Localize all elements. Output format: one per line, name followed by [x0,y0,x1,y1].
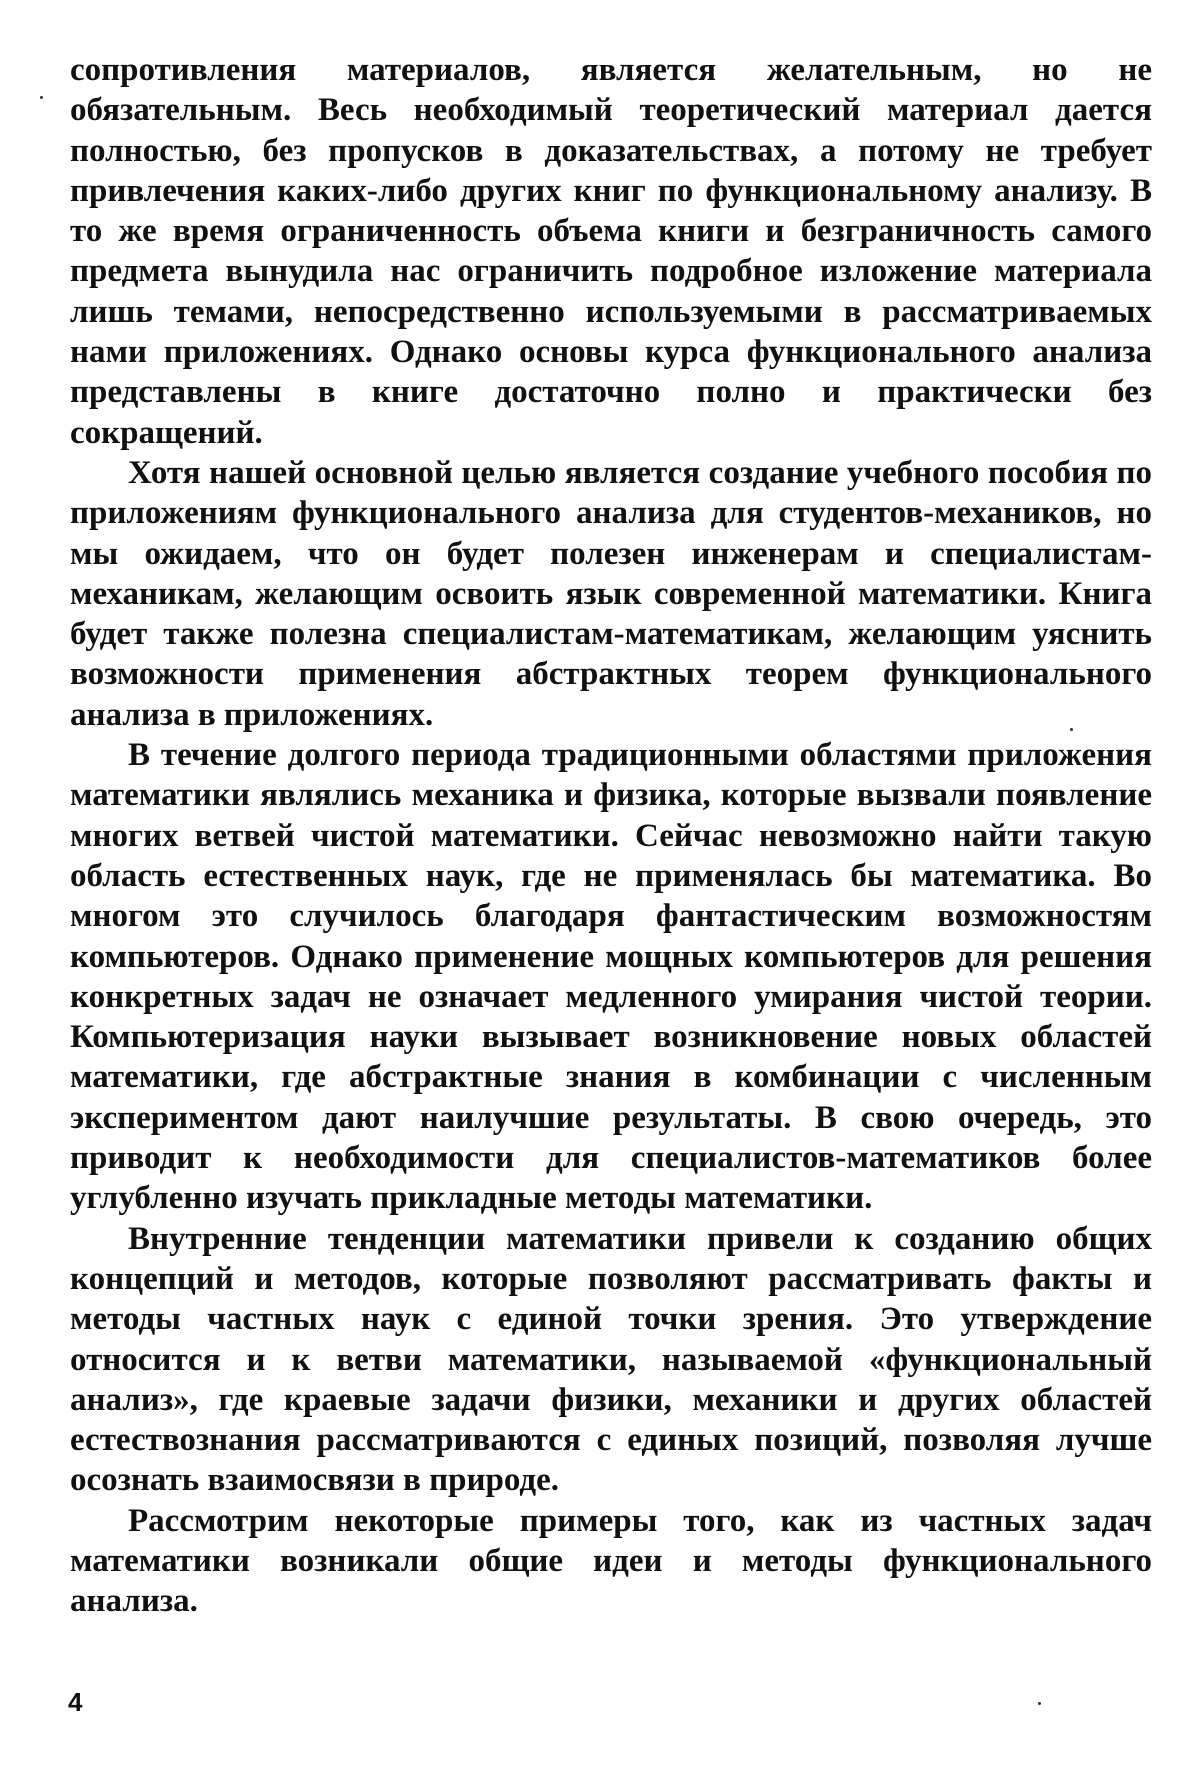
page-number: 4 [68,1687,83,1717]
scan-speck [1038,1702,1041,1705]
body-text [70,50,1152,1622]
paragraph: В течение долгого периода традиционными областями приложения математики являлись механика и физика, которые вызвали появление многих ветвей чистой математики. Сейчас невозможно найти такую область естественных наук, где не применялась бы математика. Во многом это случилось благодаря фантастическим возможностям компьютеров. Однако применение мощных компьютеров для решения конкретных задач не означает медленного умирания чистой теории. Компьютеризация науки вызывает возникновение новых областей математики, где абстрактные знания в комбинации с численным экспериментом дают наилучшие результаты. В свою очередь, это приводит к необходимости для специалистов-математиков более углубленно изучать прикладные методы математики. [70,737,1152,1217]
paragraph-continuation: сопротивления материалов, является желательным, но не обязательным. Весь необходимый теоретический материал дается полностью, без пропусков в доказательствах, а потому не требует привлечения каких-либо других книг по функциональному анализу. В то же время ограниченность объема книги и безграничность самого предмета вынудила нас ограничить подробное изложение материала лишь темами, непосредственно используемыми в рассматриваемых нами приложениях. Однако основы курса функционального анализа представлены в книге достаточно полно и практически без сокращений. [70,52,1152,451]
paragraph: Внутренние тенденции математики привели к созданию общих концепций и методов, которые позволяют рассматривать факты и методы частных наук с единой точки зрения. Это утверждение относится и к ветви математики, называемой «функциональный анализ», где краевые задачи физики, механики и других областей естествознания рассматриваются с единых позиций, позволяя лучше осознать взаимосвязи в природе. [70,1220,1152,1499]
scan-speck [1070,728,1073,731]
scan-speck [40,96,43,99]
paragraph: Рассмотрим некоторые примеры того, как из частных задач математики возникали общие идеи и методы функционального анализа. [70,1502,1152,1620]
paragraph: Хотя нашей основной целью является создание учебного пособия по приложениям функционального анализа для студентов-механиков, но мы ожидаем, что он будет полезен инженерам и специалистам-механикам, желающим освоить язык современной математики. Книга будет также полезна специалистам-математикам, желающим уяснить возможности применения абстрактных теорем функционального анализа в приложениях. [70,454,1152,733]
